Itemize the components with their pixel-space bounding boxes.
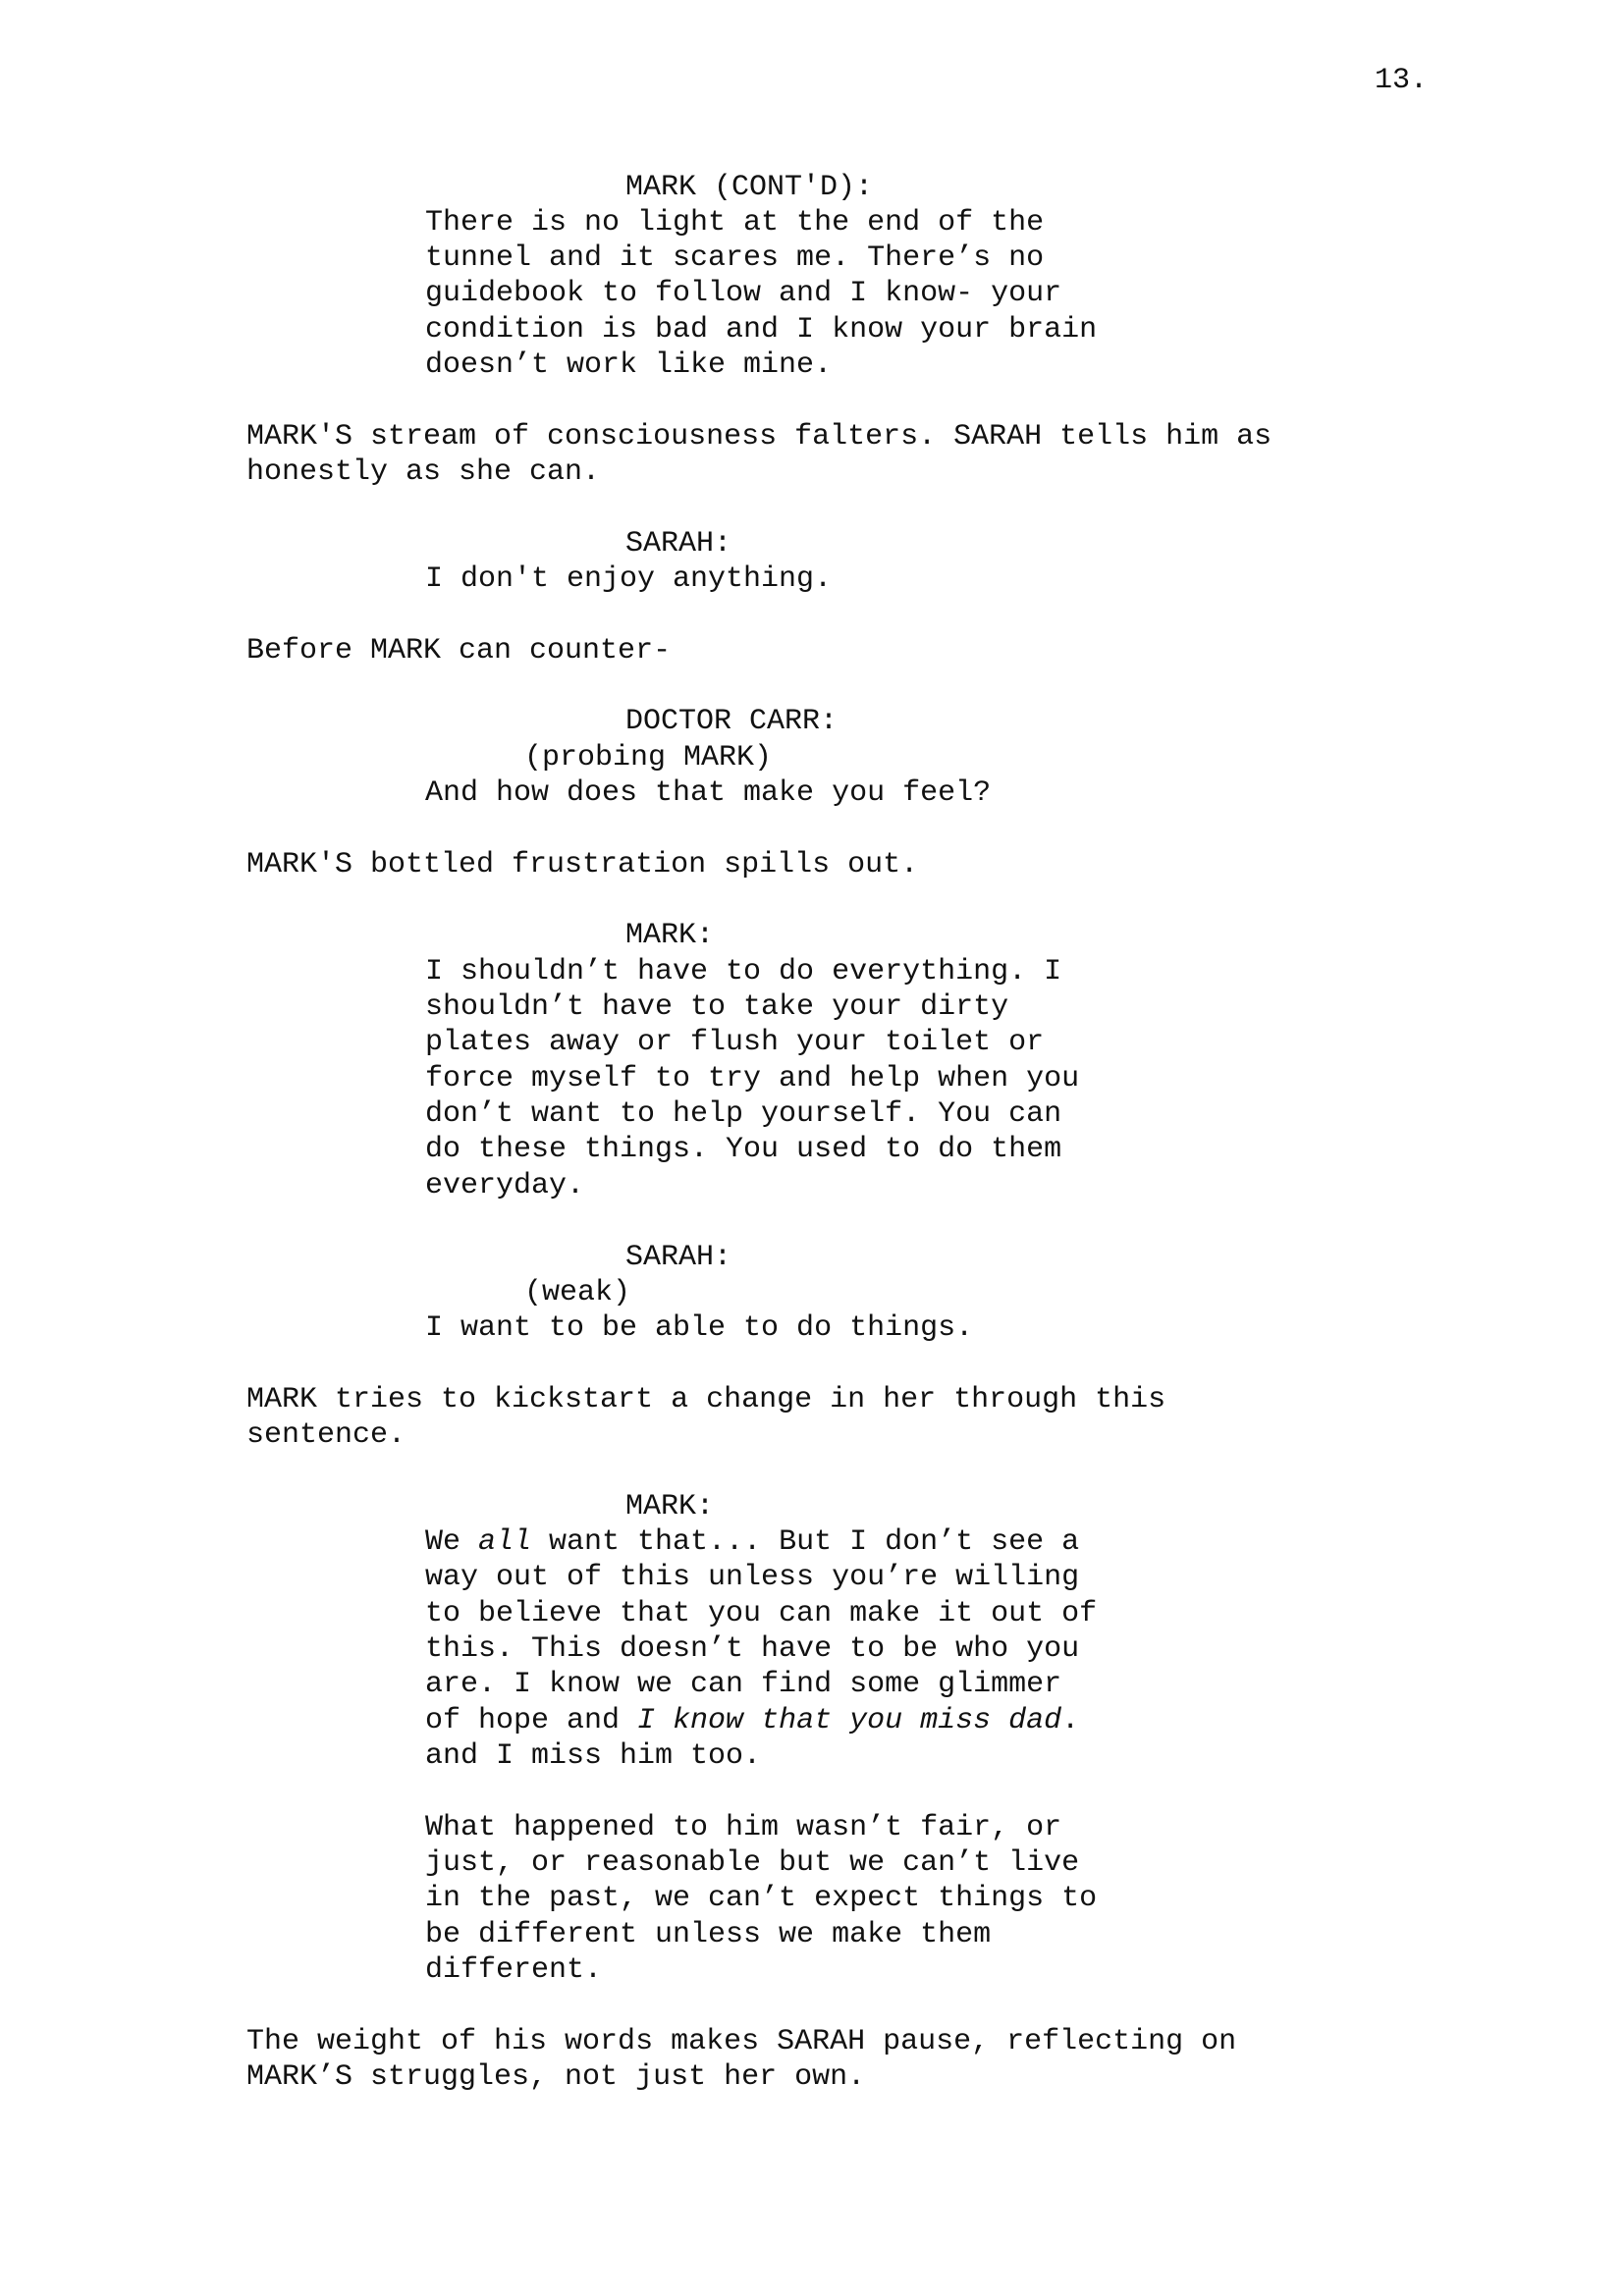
action-line: MARK’S struggles, not just her own.: [246, 2060, 866, 2094]
dialogue-line: I shouldn’t have to do everything. I: [425, 955, 1062, 988]
dialogue-line: do these things. You used to do them: [425, 1133, 1062, 1166]
dialogue-line: condition is bad and I know your brain: [425, 313, 1098, 347]
action-line: sentence.: [246, 1418, 406, 1452]
action-line: honestly as she can.: [246, 455, 601, 489]
dialogue-line: be different unless we make them: [425, 1918, 992, 1951]
dialogue-line: plates away or flush your toilet or: [425, 1026, 1045, 1059]
dialogue-line: this. This doesn’t have to be who you: [425, 1632, 1080, 1666]
dialogue-line: shouldn’t have to take your dirty: [425, 990, 1009, 1024]
action-line: Before MARK can counter-: [246, 634, 672, 667]
dialogue-line: guidebook to follow and I know- your: [425, 277, 1062, 310]
dialogue-line: just, or reasonable but we can’t live: [425, 1846, 1080, 1880]
dialogue-line: way out of this unless you’re willing: [425, 1561, 1080, 1594]
dialogue-line: I want to be able to do things.: [425, 1311, 974, 1345]
action-line: MARK'S stream of consciousness falters. SARAH tells him as: [246, 420, 1272, 454]
page-number: 13.: [1375, 64, 1429, 97]
action-line: MARK tries to kickstart a change in her through this: [246, 1383, 1166, 1416]
dialogue-line: and I miss him too.: [425, 1739, 762, 1773]
character-cue: MARK (CONT'D):: [625, 171, 874, 204]
dialogue-line: There is no light at the end of the: [425, 206, 1045, 240]
dialogue-line: tunnel and it scares me. There’s no: [425, 241, 1045, 275]
action-line: The weight of his words makes SARAH pause, reflecting on: [246, 2025, 1237, 2058]
character-cue: DOCTOR CARR:: [625, 705, 839, 738]
dialogue-line: everyday.: [425, 1169, 585, 1202]
parenthetical: (probing MARK): [524, 741, 773, 774]
dialogue-line: And how does that make you feel?: [425, 776, 992, 810]
emphasis-text: all: [478, 1525, 532, 1559]
character-cue: SARAH:: [625, 527, 732, 561]
dialogue-line: are. I know we can find some glimmer: [425, 1668, 1062, 1701]
parenthetical: (weak): [524, 1276, 631, 1309]
character-cue: MARK:: [625, 919, 715, 952]
dialogue-line: What happened to him wasn’t fair, or: [425, 1811, 1062, 1844]
dialogue-line: We all want that... But I don’t see a: [425, 1525, 1080, 1559]
dialogue-line: force myself to try and help when you: [425, 1062, 1080, 1095]
emphasis-text: I know that you miss dad: [637, 1704, 1062, 1737]
dialogue-line: different.: [425, 1953, 603, 1987]
dialogue-line: doesn’t work like mine.: [425, 348, 833, 382]
action-line: MARK'S bottled frustration spills out.: [246, 848, 919, 881]
dialogue-line: in the past, we can’t expect things to: [425, 1882, 1098, 1915]
dialogue-line: don’t want to help yourself. You can: [425, 1097, 1062, 1131]
character-cue: MARK:: [625, 1490, 715, 1523]
dialogue-line: I don't enjoy anything.: [425, 562, 833, 596]
dialogue-line: of hope and I know that you miss dad.: [425, 1704, 1080, 1737]
character-cue: SARAH:: [625, 1241, 732, 1274]
dialogue-line: to believe that you can make it out of: [425, 1597, 1098, 1630]
